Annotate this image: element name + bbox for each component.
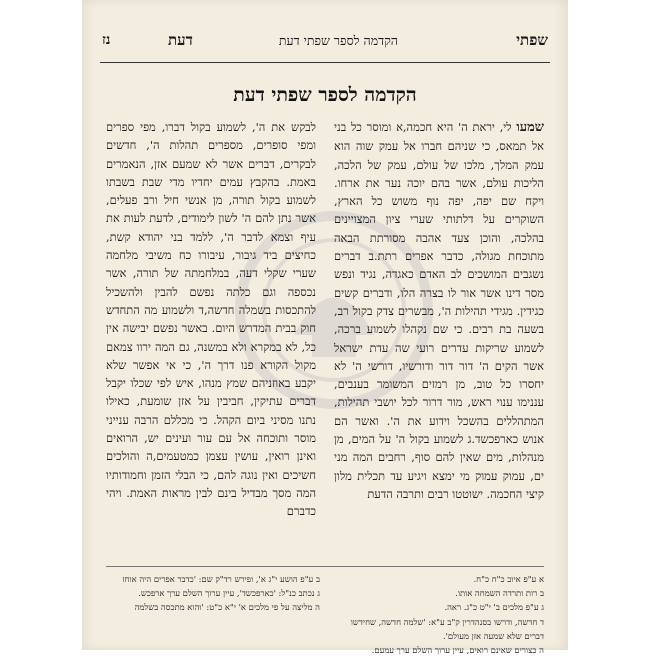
footnote-rule: [106, 566, 544, 567]
body-column-left: [106, 118, 316, 521]
running-head-book-word: שפתי: [516, 31, 548, 49]
footnote: ג נכתב כנ"ל: 'כארפכשד', עיין ערוך השלם ערך ארפכש.: [138, 588, 320, 599]
body-columns: [106, 118, 544, 556]
body-text-left: לבקש את ה', לשמוע בקול דברו, מפי ספרים ומפי סופרים, מספרים תהלות ה', חדשים לבקרים, דברים אשר לא שמעם אזן, הנאמרים באמת. בהקבץ עמים יחדיו מדי שבת בשבתו לשמוע בקול תורה, מן אנשי חיל ורב פעלים, אשר נתן להם ה' לשון לימודים, לדעת לעות את עיף וצמא לדבר ה', ללמד בני יהודא קשת, כחיצים ביד גיבור, עיבורו כח משיבי מלחמה שערי שקלי דעה, במלחמתה של תורה, אשר נכספה וגם כלתה נפשם להבין ולהשכיל להתכסות בשמלה חדשה,ד ולשמוע מה התחדש חוק בבית המדרש היום. באשר נפשם יבישה אין כל, לא במקרא ולא במשנה, גם המה ירוו צמאם מקול הקורא פנו דרך ה', כי אי אפשר שלא יקבע באוזניהם שמץ מנהו, איש לפי שכלו יקבל דברים עתיקין, חביבין על אזן שומעת, כאילו נתנו מסיני ביום הקהל. כי מכללם הרבה ענייני מוסר ותוכחה אל עם עור ועינים יש, הרואים ואינן רואין, עושין עצמן כמטעמים,ה והולכים חשיכים ואין נוגה להם, כי הבלי הזמן וחמודותיו המה מסך מבדיל בינם לבין מראות האמת. ויהי כדברם: [106, 120, 316, 519]
running-head: [102, 31, 548, 53]
opening-word: שמעו: [516, 120, 544, 135]
chapter-title: הקדמה לספר שפתי דעת: [233, 84, 417, 106]
footnotes-right-column: [330, 572, 544, 657]
body-paragraph-right: [334, 118, 544, 503]
footnote: א ע"פ איוב כ"ח כ"ח.: [473, 574, 544, 584]
footnote: ג ע"פ מלכים ב' י"ט כ"ג. ראה.: [444, 602, 544, 613]
page-number: נז: [102, 32, 111, 48]
footnotes-left-column: [106, 572, 320, 615]
footnote: ה כצורים שאינם רואים, עיין ערוך השלם ערך עמעם.: [371, 645, 544, 656]
footnote: ה מליצה על פי מלכים א' י"א כ"ט: 'והוא מתכסה בשלמה: [134, 602, 320, 613]
header-rule: [100, 62, 550, 63]
book-page: [82, 0, 568, 656]
running-head-title: הקדמה לספר שפתי דעת: [278, 33, 398, 48]
running-head-section-word: דעת: [168, 31, 193, 49]
footnote: ד חדשה, ודרשו בסנהדרין ק"ב ע"א: 'שלמה חדשה, שחידשו דברים שלא שמעה אזן מעולם'.: [350, 616, 544, 641]
body-column-right: [334, 118, 544, 503]
footnote: ב רות ותרדה השמחה אותו.: [455, 588, 544, 599]
footnotes: [106, 572, 544, 656]
body-text-right: לי, יראת ה' היא חכמה,א ומוסר כל בני אל תמאס, כי שניהם חברו אל עמק שוה הוא עמק המלך, מלכו של עולם, עמק של הלכה, הליכות עולם, אשר בהם יוכה נער את ארחו. ויקח שם יפה, יפה נוף משוש כל הארץ, השוקרים על דלתותי שערי ציון המצויינים בהלכה, והוכן צעד אהבה מסורתת הבאה מתוכחת מגולה, כדבר אפרים רתת.ב דברים נשגבים המושכים לב האדם כאגדה, נגיד ונפש מסר דינו אשר אור לו בצרה הלו, ודברים קשים כגידין. מגידי תהילות ה', מבשרים צדק בקול רב, בשעה בת רבים. כי שם נקהלו לשמוע ברכה, לשמוע שריקות עדרים רועי שה עדת ישראל אשר הקים ה' דור דור ודורשיו, דורשי ה' לא יחסרו כל טוב, מן רמזים המשומר בענבים, עננימו ענוי ראש, מור דרור לכל יושבי תהילות, המתהללים בהשכל וידוע את ה'. ואשר הם אנוש כארפכשד.ג לשמוע בקול ה' על המים, מן מנהלות, מים שאין להם סוף, רחבים המה מני ים, עמוק עמוק מי ימצא ויגיע עד תכלית מלון קיצי החכמה. ישוטטו רבים ותרבה הדעת: [334, 120, 544, 501]
footnote: ב ע"פ הושע י"ג א', ופירש רד"ק שם: 'כדבר אפרים היה אוחז: [122, 574, 320, 584]
